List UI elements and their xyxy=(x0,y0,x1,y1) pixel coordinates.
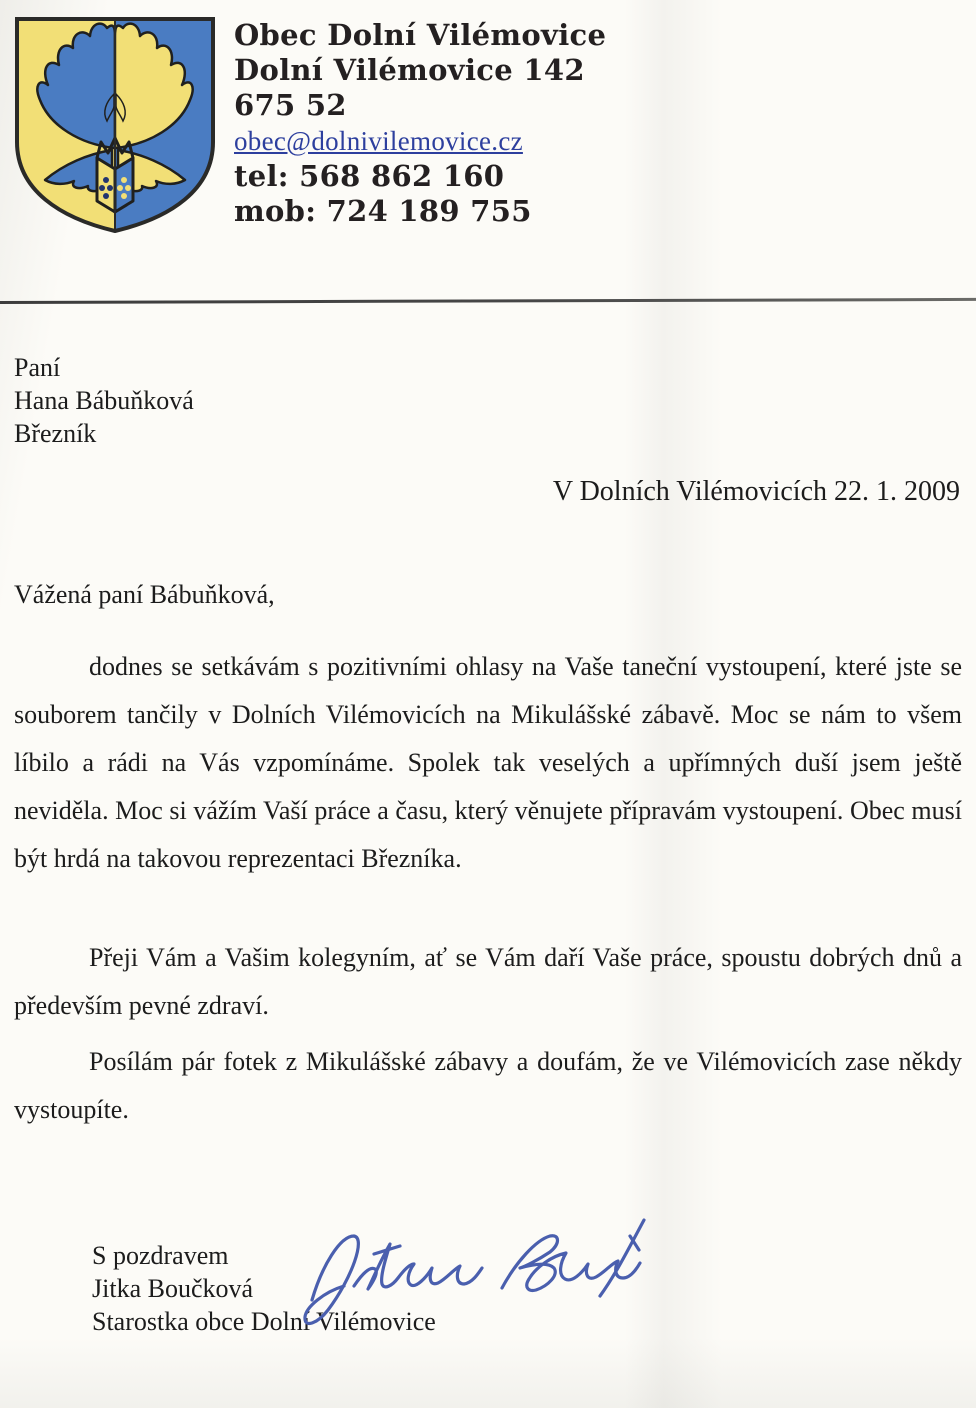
signer-name: Jitka Boučková xyxy=(92,1273,254,1303)
cube-left-face xyxy=(97,158,115,212)
org-mobile: mob: 724 189 755 xyxy=(234,194,532,228)
recipient-city: Březník xyxy=(14,418,97,448)
cube-right-face xyxy=(115,158,133,212)
closing-regards: S pozdravem xyxy=(92,1240,229,1270)
greeting-line: Vážená paní Bábuňková, xyxy=(14,579,275,609)
place-and-date-line: V Dolních Vilémovicích 22. 1. 2009 xyxy=(552,475,960,507)
org-phone: tel: 568 862 160 xyxy=(234,159,505,193)
handwritten-signature xyxy=(278,1196,670,1338)
letterhead xyxy=(0,0,976,238)
body-paragraph-2: Přeji Vám a Vašim kolegyním, ať se Vám daří Vaše práce, spoustu dobrých dnů a především pevné zdraví. xyxy=(14,942,962,1020)
body-paragraph-1: dodnes se setkávám s pozitivními ohlasy na Vaše taneční vystoupení, které jste se souborem tančily v Dolních Vilémovicích na Mikulášské zábavě. Moc se nám to všem líbilo a rádi na Vás vzpomínáme. Spolek tak veselých a upřímných duší jsem ještě neviděla. Moc si vážím Vaší práce a času, který věnujete přípravám vystoupení. Obec musí být hrdá na takovou reprezentaci Březníka. xyxy=(14,651,962,873)
org-address: Dolní Vilémovice 142 xyxy=(234,53,585,87)
recipient-name: Hana Bábuňková xyxy=(14,385,194,415)
letterhead-contact-block xyxy=(234,14,606,229)
recipient-salutation: Paní xyxy=(14,352,61,382)
org-postal-code: 675 52 xyxy=(234,88,347,122)
org-name: Obec Dolní Vilémovice xyxy=(234,18,607,52)
signature-flourish xyxy=(600,1220,644,1296)
coat-of-arms-logo xyxy=(12,14,218,238)
signer-title: Starostka obce Dolní Vilémovice xyxy=(92,1306,436,1336)
letterhead-divider-rule xyxy=(0,298,976,304)
body-paragraph-3: Posílám pár fotek z Mikulášské zábavy a doufám, že ve Vilémovicích zase někdy vystoupíte. xyxy=(14,1046,962,1124)
recipient-block xyxy=(14,351,962,450)
org-email-link: obec@dolnivilemovice.cz xyxy=(234,126,523,156)
